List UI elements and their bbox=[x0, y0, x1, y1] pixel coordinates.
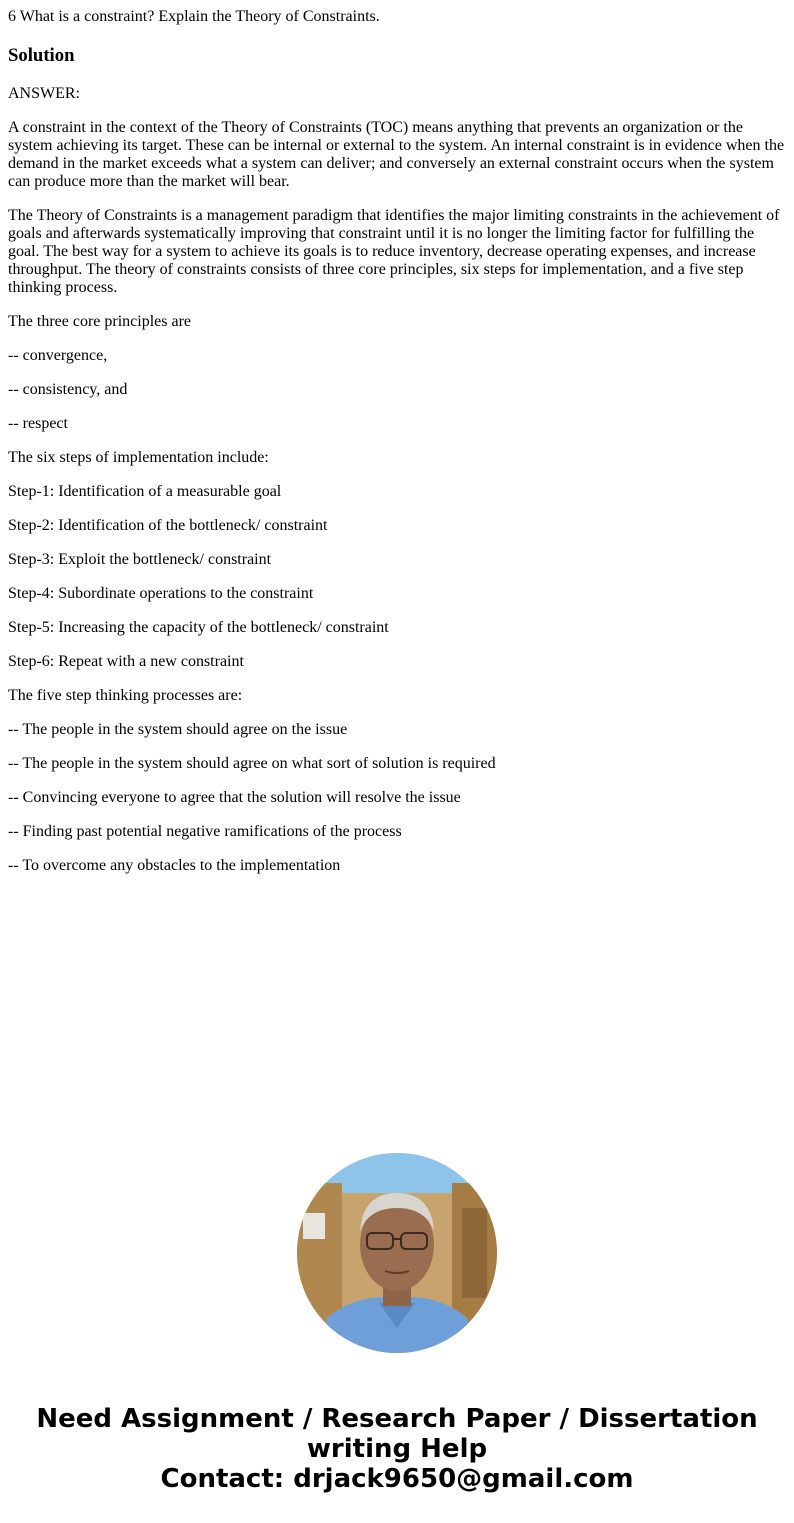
avatar bbox=[297, 1153, 497, 1353]
thinking-item: -- To overcome any obstacles to the implementation bbox=[8, 857, 341, 874]
thinking-intro: The five step thinking processes are: bbox=[8, 687, 243, 704]
step-item: Step-2: Identification of the bottleneck/ constraint bbox=[8, 517, 328, 534]
promo-line: writing Help bbox=[306, 1434, 488, 1464]
step-item: Step-1: Identification of a measurable goal bbox=[8, 483, 282, 500]
principle-item: -- convergence, bbox=[8, 347, 108, 364]
principle-item: -- consistency, and bbox=[8, 381, 128, 398]
promo-line: Need Assignment / Research Paper / Dissertation bbox=[36, 1404, 758, 1434]
answer-label: ANSWER: bbox=[8, 85, 80, 102]
thinking-item: -- Convincing everyone to agree that the solution will resolve the issue bbox=[8, 789, 461, 806]
thinking-item: -- The people in the system should agree on what sort of solution is required bbox=[8, 755, 496, 772]
steps-intro: The six steps of implementation include: bbox=[8, 449, 269, 466]
avatar-switch-plate bbox=[303, 1213, 325, 1239]
paragraph: The Theory of Constraints is a management paradigm that identifies the major limiting constraints in the achievement of goals and afterwards systematically improving that constraint until it is no longer the limiting factor for fulfilling the goal. The best way for a system to achieve its goals is to reduce inventory, decrease operating expenses, and increase throughput. The theory of constraints consists of three core principles, six steps for implementation, and a five step thinking process. bbox=[8, 207, 780, 296]
question-text: 6 What is a constraint? Explain the Theory of Constraints. bbox=[8, 8, 380, 25]
thinking-item: -- Finding past potential negative ramifications of the process bbox=[8, 823, 402, 840]
principles-intro: The three core principles are bbox=[8, 313, 192, 330]
paragraph: A constraint in the context of the Theory of Constraints (TOC) means anything that prevents an organization or the system achieving its target. These can be internal or external to the system. An internal constraint is in evidence when the demand in the market exceeds what a system can deliver; and conversely an external constraint occurs when the system can produce more than the market will bear. bbox=[8, 119, 785, 190]
avatar-carving bbox=[462, 1208, 487, 1298]
principle-item: -- respect bbox=[8, 415, 68, 432]
step-item: Step-6: Repeat with a new constraint bbox=[8, 653, 244, 670]
thinking-item: -- The people in the system should agree on the issue bbox=[8, 721, 348, 738]
avatar-portrait bbox=[297, 1153, 497, 1353]
promo-contact: Contact: drjack9650@gmail.com bbox=[160, 1464, 634, 1494]
step-item: Step-4: Subordinate operations to the constraint bbox=[8, 585, 314, 602]
solution-heading: Solution bbox=[8, 45, 75, 66]
step-item: Step-5: Increasing the capacity of the bottleneck/ constraint bbox=[8, 619, 389, 636]
step-item: Step-3: Exploit the bottleneck/ constraint bbox=[8, 551, 272, 568]
promo-banner bbox=[0, 1404, 794, 1494]
